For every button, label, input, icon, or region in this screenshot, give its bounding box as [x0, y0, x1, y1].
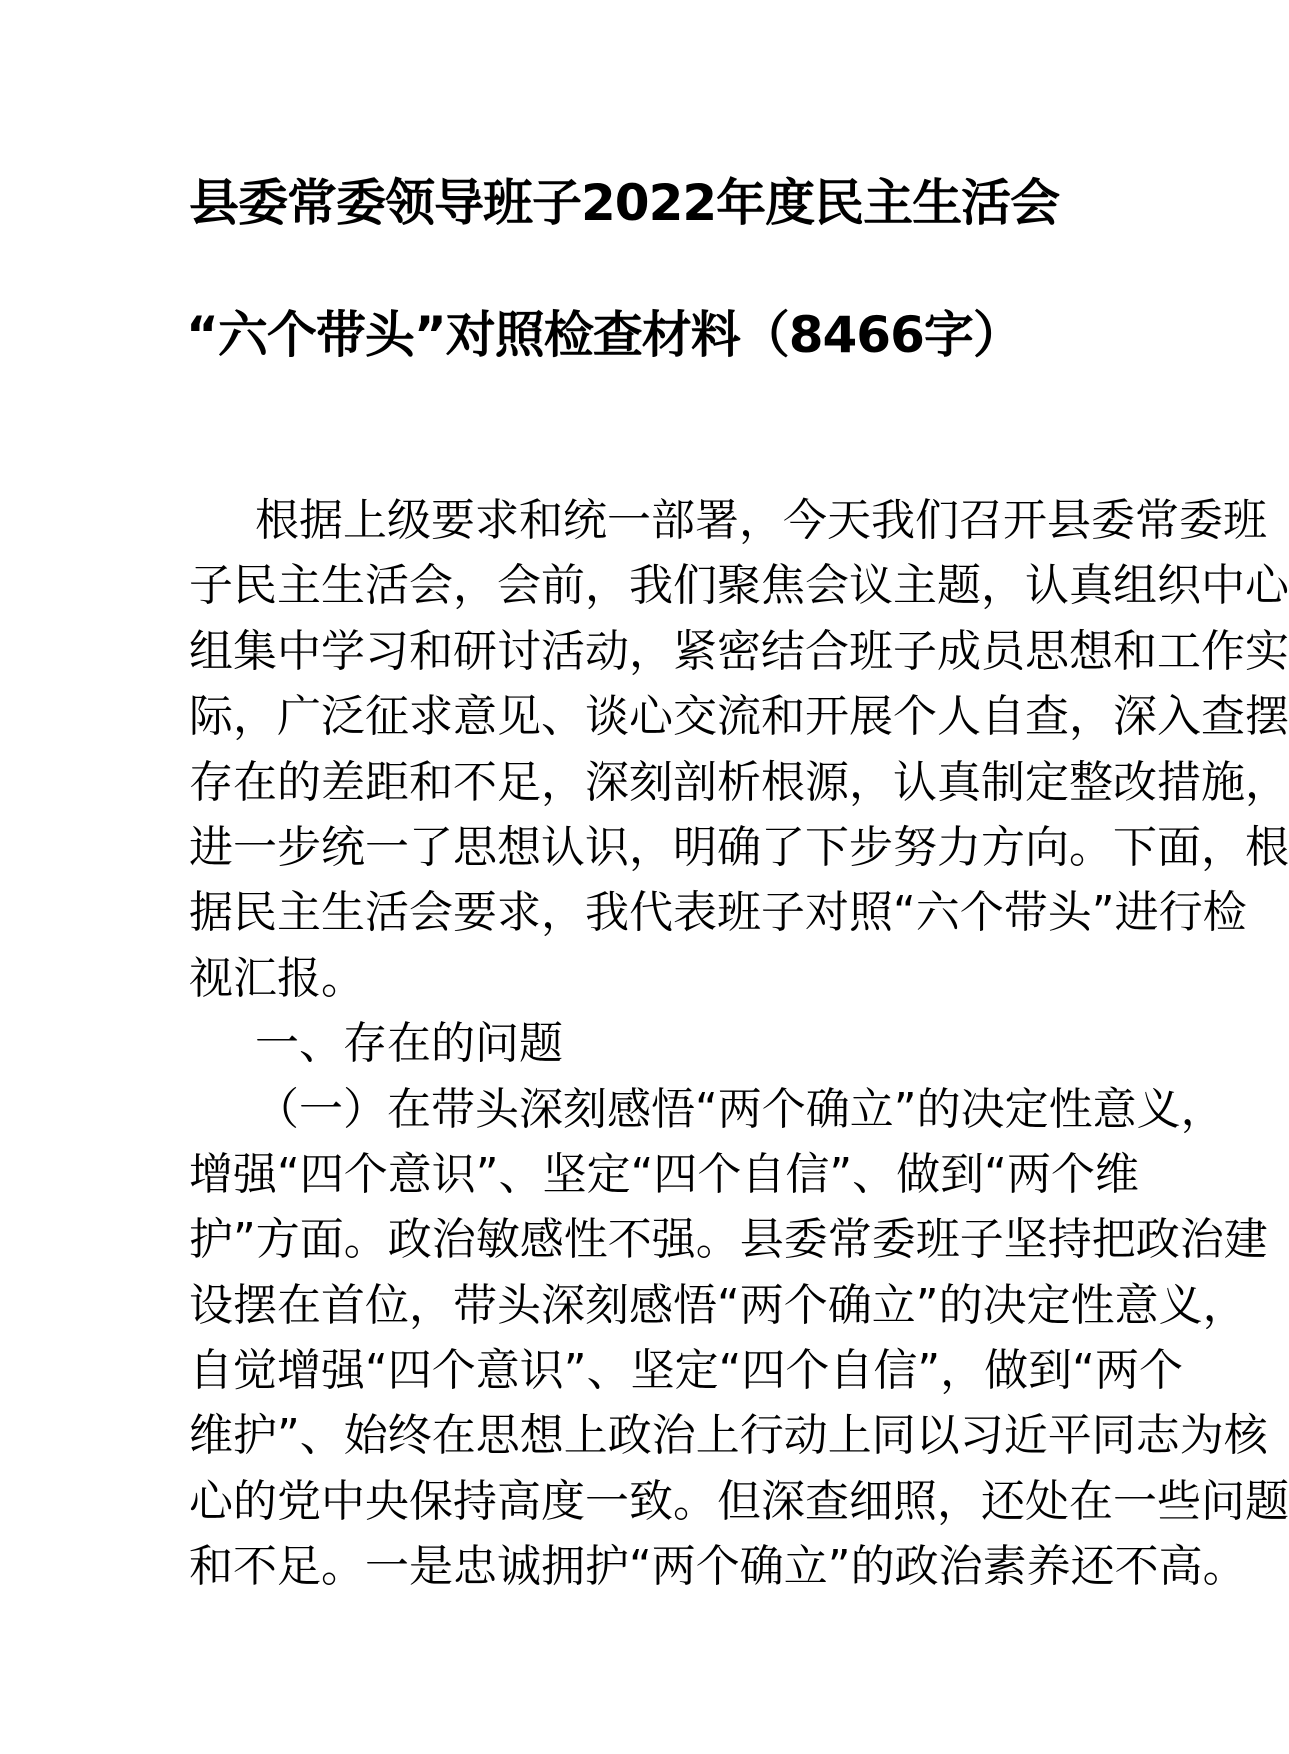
body-text-line: 子民主生活会，会前，我们聚焦会议主题，认真组织中心	[189, 560, 1289, 612]
body-text-line: 自觉增强“四个意识”、坚定“四个自信”，做到“两个	[189, 1345, 1183, 1397]
body-text-line: （一）在带头深刻感悟“两个确立”的决定性意义，	[255, 1083, 1225, 1135]
body-text-line: 护”方面。政治敏感性不强。县委常委班子坚持把政治建	[189, 1214, 1268, 1266]
body-text-line: 维护”、始终在思想上政治上行动上同以习近平同志为核	[189, 1410, 1268, 1462]
body-text-line: 存在的差距和不足，深刻剖析根源，认真制定整改措施，	[189, 756, 1289, 808]
body-text-line: 际，广泛征求意见、谈心交流和开展个人自查，深入查摆	[189, 691, 1289, 743]
body-text-line: 视汇报。	[189, 952, 365, 1004]
body-text-line: 据民主生活会要求，我代表班子对照“六个带头”进行检	[189, 887, 1247, 939]
body-text-line: 心的党中央保持高度一致。但深查细照，还处在一些问题	[189, 1475, 1289, 1527]
document-title-line-2: “六个带头”对照检查材料（8466字）	[186, 306, 1022, 364]
body-text-line: 一、存在的问题	[255, 1018, 563, 1070]
body-text-line: 根据上级要求和统一部署，今天我们召开县委常委班	[255, 495, 1267, 546]
document-body	[189, 488, 1289, 1600]
body-text-line: 进一步统一了思想认识，明确了下步努力方向。下面，根	[189, 821, 1289, 873]
body-text-line: 增强“四个意识”、坚定“四个自信”、做到“两个维	[189, 1148, 1139, 1200]
body-text-line: 和不足。一是忠诚拥护“两个确立”的政治素养还不高。	[189, 1541, 1247, 1593]
body-text-line: 组集中学习和研讨活动，紧密结合班子成员思想和工作实	[189, 625, 1289, 677]
document-title-line-1: 县委常委领导班子2022年度民主生活会	[189, 174, 1060, 232]
body-text-line: 设摆在首位，带头深刻感悟“两个确立”的决定性意义，	[189, 1279, 1247, 1331]
